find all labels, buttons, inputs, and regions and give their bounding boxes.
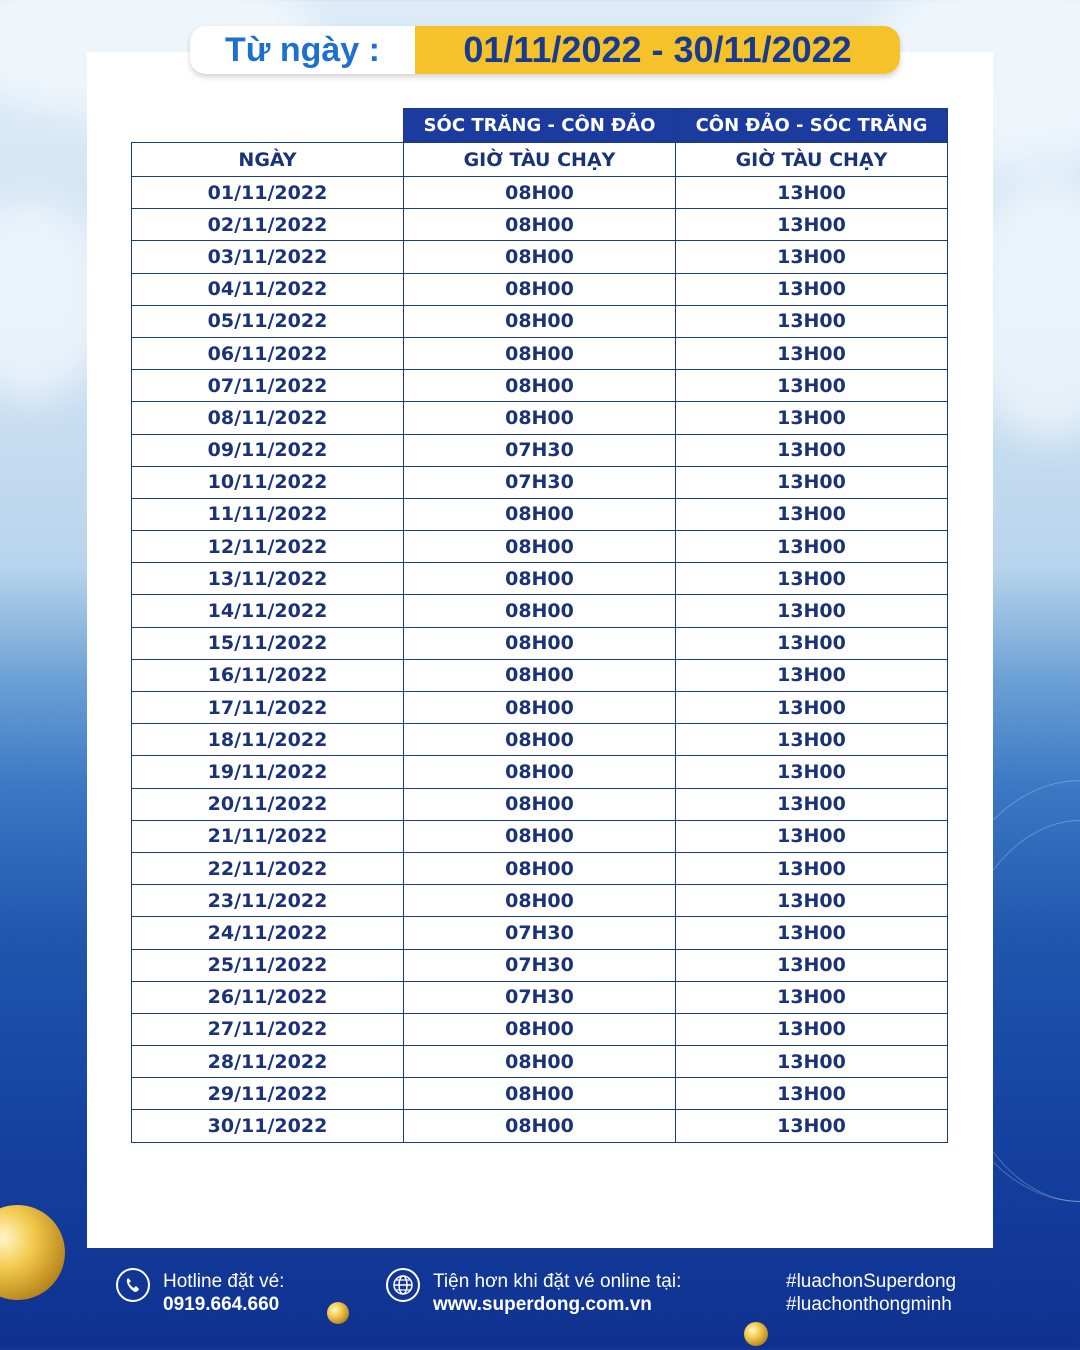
departure-time-back-cell: 13H00 — [676, 659, 948, 691]
departure-time-out-cell: 08H00 — [404, 595, 676, 627]
schedule-row — [132, 917, 948, 949]
departure-time-out-cell: 08H00 — [404, 1110, 676, 1142]
departure-time-back-cell: 13H00 — [676, 531, 948, 563]
departure-time-back-cell: 13H00 — [676, 692, 948, 724]
departure-time-out-cell: 08H00 — [404, 659, 676, 691]
footer — [0, 1262, 1080, 1350]
hashtag-thongminh[interactable]: #luachonthongminh — [786, 1294, 952, 1315]
departure-time-out-cell: 07H30 — [404, 949, 676, 981]
schedule-row — [132, 209, 948, 241]
departure-time-out-cell: 07H30 — [404, 466, 676, 498]
date-cell: 06/11/2022 — [132, 337, 404, 369]
departure-time-out-cell: 07H30 — [404, 917, 676, 949]
schedule-row — [132, 531, 948, 563]
departure-time-out-cell: 08H00 — [404, 692, 676, 724]
date-cell: 23/11/2022 — [132, 885, 404, 917]
departure-time-out-cell: 08H00 — [404, 1013, 676, 1045]
date-cell: 22/11/2022 — [132, 852, 404, 884]
ferry-schedule-table — [131, 108, 948, 1143]
date-cell: 14/11/2022 — [132, 595, 404, 627]
departure-time-out-cell: 08H00 — [404, 1078, 676, 1110]
schedule-row — [132, 305, 948, 337]
hotline-number[interactable]: 0919.664.660 — [163, 1294, 280, 1315]
date-cell: 09/11/2022 — [132, 434, 404, 466]
date-cell: 03/11/2022 — [132, 241, 404, 273]
schedule-row — [132, 1078, 948, 1110]
departure-time-back-cell: 13H00 — [676, 885, 948, 917]
schedule-row — [132, 595, 948, 627]
departure-time-back-cell: 13H00 — [676, 724, 948, 756]
date-range-label: Từ ngày : — [225, 31, 380, 69]
schedule-row — [132, 370, 948, 402]
departure-time-out-cell: 08H00 — [404, 756, 676, 788]
route-back-header: CÔN ĐẢO - SÓC TRĂNG — [676, 109, 948, 143]
column-header-row — [132, 143, 948, 177]
date-cell: 05/11/2022 — [132, 305, 404, 337]
route-out-header: SÓC TRĂNG - CÔN ĐẢO — [404, 109, 676, 143]
schedule-row — [132, 724, 948, 756]
schedule-row — [132, 466, 948, 498]
departure-time-back-cell: 13H00 — [676, 305, 948, 337]
departure-time-out-cell: 08H00 — [404, 370, 676, 402]
schedule-row — [132, 498, 948, 530]
date-column-header: NGÀY — [132, 143, 404, 177]
gold-ball-decoration — [744, 1322, 768, 1346]
date-cell: 13/11/2022 — [132, 563, 404, 595]
schedule-row — [132, 1110, 948, 1142]
date-cell: 15/11/2022 — [132, 627, 404, 659]
empty-cell — [132, 109, 404, 143]
departure-time-back-cell: 13H00 — [676, 434, 948, 466]
departure-time-back-cell: 13H00 — [676, 498, 948, 530]
departure-time-out-cell: 08H00 — [404, 273, 676, 305]
date-cell: 30/11/2022 — [132, 1110, 404, 1142]
departure-time-out-header: GIỜ TÀU CHẠY — [404, 143, 676, 177]
date-cell: 16/11/2022 — [132, 659, 404, 691]
departure-time-back-cell: 13H00 — [676, 820, 948, 852]
date-range-header — [190, 26, 900, 74]
departure-time-out-cell: 08H00 — [404, 177, 676, 209]
departure-time-out-cell: 08H00 — [404, 402, 676, 434]
website-link[interactable]: www.superdong.com.vn — [433, 1294, 652, 1315]
schedule-row — [132, 1046, 948, 1078]
departure-time-back-cell: 13H00 — [676, 370, 948, 402]
departure-time-back-cell: 13H00 — [676, 177, 948, 209]
departure-time-back-header: GIỜ TÀU CHẠY — [676, 143, 948, 177]
date-cell: 11/11/2022 — [132, 498, 404, 530]
departure-time-out-cell: 08H00 — [404, 305, 676, 337]
departure-time-out-cell: 08H00 — [404, 820, 676, 852]
departure-time-out-cell: 08H00 — [404, 241, 676, 273]
schedule-row — [132, 241, 948, 273]
departure-time-back-cell: 13H00 — [676, 209, 948, 241]
departure-time-out-cell: 08H00 — [404, 498, 676, 530]
date-cell: 02/11/2022 — [132, 209, 404, 241]
departure-time-back-cell: 13H00 — [676, 1013, 948, 1045]
schedule-row — [132, 1013, 948, 1045]
hashtag-superdong[interactable]: #luachonSuperdong — [786, 1271, 957, 1292]
date-cell: 28/11/2022 — [132, 1046, 404, 1078]
departure-time-out-cell: 08H00 — [404, 885, 676, 917]
departure-time-back-cell: 13H00 — [676, 466, 948, 498]
date-cell: 26/11/2022 — [132, 981, 404, 1013]
departure-time-back-cell: 13H00 — [676, 273, 948, 305]
departure-time-back-cell: 13H00 — [676, 563, 948, 595]
departure-time-back-cell: 13H00 — [676, 949, 948, 981]
date-cell: 12/11/2022 — [132, 531, 404, 563]
departure-time-out-cell: 07H30 — [404, 981, 676, 1013]
departure-time-out-cell: 08H00 — [404, 337, 676, 369]
schedule-row — [132, 434, 948, 466]
date-cell: 24/11/2022 — [132, 917, 404, 949]
departure-time-back-cell: 13H00 — [676, 917, 948, 949]
date-cell: 08/11/2022 — [132, 402, 404, 434]
departure-time-back-cell: 13H00 — [676, 1046, 948, 1078]
departure-time-out-cell: 07H30 — [404, 434, 676, 466]
date-cell: 27/11/2022 — [132, 1013, 404, 1045]
schedule-row — [132, 273, 948, 305]
schedule-row — [132, 337, 948, 369]
date-cell: 01/11/2022 — [132, 177, 404, 209]
departure-time-out-cell: 08H00 — [404, 563, 676, 595]
date-cell: 10/11/2022 — [132, 466, 404, 498]
departure-time-back-cell: 13H00 — [676, 241, 948, 273]
gold-ball-decoration — [327, 1302, 349, 1324]
route-header-row — [132, 109, 948, 143]
departure-time-out-cell: 08H00 — [404, 531, 676, 563]
schedule-row — [132, 177, 948, 209]
schedule-row — [132, 563, 948, 595]
departure-time-back-cell: 13H00 — [676, 595, 948, 627]
departure-time-out-cell: 08H00 — [404, 1046, 676, 1078]
schedule-row — [132, 692, 948, 724]
date-cell: 29/11/2022 — [132, 1078, 404, 1110]
date-cell: 21/11/2022 — [132, 820, 404, 852]
globe-icon — [386, 1268, 420, 1302]
date-cell: 20/11/2022 — [132, 788, 404, 820]
date-range-value: 01/11/2022 - 30/11/2022 — [415, 26, 900, 74]
schedule-row — [132, 820, 948, 852]
departure-time-back-cell: 13H00 — [676, 981, 948, 1013]
departure-time-back-cell: 13H00 — [676, 627, 948, 659]
schedule-row — [132, 627, 948, 659]
departure-time-back-cell: 13H00 — [676, 788, 948, 820]
hotline-label: Hotline đặt vé: — [163, 1271, 285, 1292]
phone-icon — [116, 1268, 150, 1302]
date-cell: 04/11/2022 — [132, 273, 404, 305]
date-cell: 18/11/2022 — [132, 724, 404, 756]
date-cell: 17/11/2022 — [132, 692, 404, 724]
departure-time-back-cell: 13H00 — [676, 1078, 948, 1110]
departure-time-back-cell: 13H00 — [676, 756, 948, 788]
schedule-row — [132, 949, 948, 981]
schedule-row — [132, 852, 948, 884]
online-booking-label: Tiện hơn khi đặt vé online tại: — [433, 1271, 682, 1292]
date-cell: 07/11/2022 — [132, 370, 404, 402]
departure-time-out-cell: 08H00 — [404, 209, 676, 241]
schedule-row — [132, 885, 948, 917]
date-cell: 19/11/2022 — [132, 756, 404, 788]
schedule-row — [132, 659, 948, 691]
schedule-row — [132, 981, 948, 1013]
departure-time-out-cell: 08H00 — [404, 627, 676, 659]
departure-time-back-cell: 13H00 — [676, 1110, 948, 1142]
schedule-row — [132, 402, 948, 434]
schedule-row — [132, 756, 948, 788]
departure-time-back-cell: 13H00 — [676, 337, 948, 369]
date-cell: 25/11/2022 — [132, 949, 404, 981]
departure-time-out-cell: 08H00 — [404, 852, 676, 884]
schedule-row — [132, 788, 948, 820]
departure-time-out-cell: 08H00 — [404, 724, 676, 756]
departure-time-out-cell: 08H00 — [404, 788, 676, 820]
departure-time-back-cell: 13H00 — [676, 852, 948, 884]
departure-time-back-cell: 13H00 — [676, 402, 948, 434]
